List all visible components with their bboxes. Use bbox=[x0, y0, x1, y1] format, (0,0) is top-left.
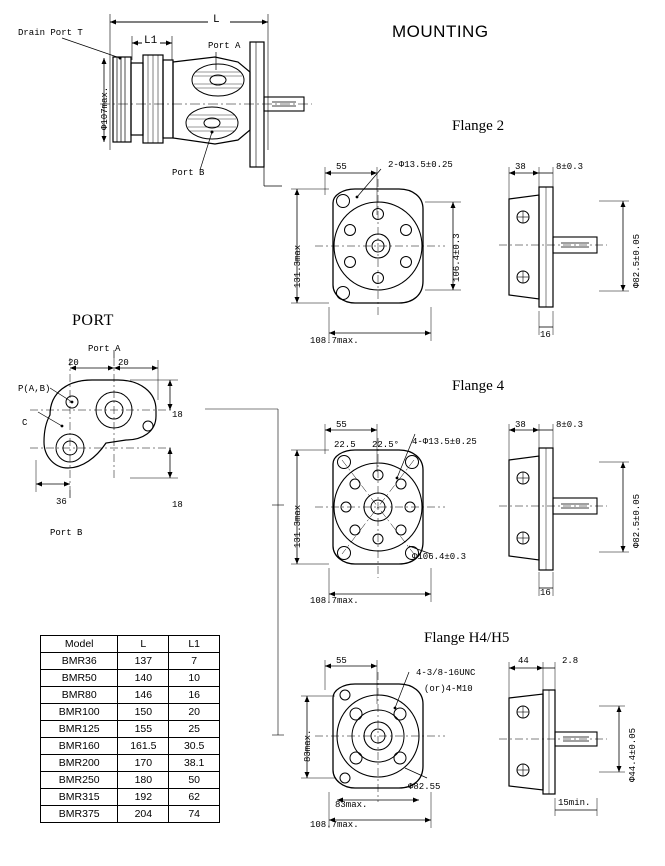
table-row bbox=[41, 772, 220, 789]
cell-l1: 38.1 bbox=[169, 755, 220, 772]
flange4-dim-38: 38 bbox=[515, 420, 526, 430]
flange2-dim-16: 16 bbox=[540, 330, 551, 340]
flange4-angle-left: 22.5 bbox=[334, 440, 356, 450]
flange2-dim-left: 131.3max bbox=[293, 244, 303, 288]
flangeH-thread-note: 4-3/8-16UNC bbox=[416, 668, 476, 678]
port-a-label: Port A bbox=[88, 344, 121, 354]
cell-l1: 74 bbox=[169, 806, 220, 823]
table-row bbox=[41, 670, 220, 687]
model-dimension-table bbox=[40, 635, 220, 823]
cell-l: 180 bbox=[118, 772, 169, 789]
cell-l1: 10 bbox=[169, 670, 220, 687]
cell-model: BMR100 bbox=[41, 704, 118, 721]
cell-l: 150 bbox=[118, 704, 169, 721]
flange4-title: Flange 4 bbox=[452, 378, 505, 394]
port-b-label: Port B bbox=[50, 528, 83, 538]
port-a-label-top: Port A bbox=[208, 41, 241, 51]
table-row bbox=[41, 789, 220, 806]
flangeH-dim-tol: 2.8 bbox=[562, 656, 579, 666]
flange2-title: Flange 2 bbox=[452, 118, 505, 134]
flange2-dim-right: 106.4±0.3 bbox=[452, 233, 462, 282]
table-row bbox=[41, 721, 220, 738]
port-b-label-top: Port B bbox=[172, 168, 205, 178]
flange4-dim-bottom: 108.7max. bbox=[310, 596, 359, 606]
p-ab-label: P(A,B) bbox=[18, 384, 51, 394]
cell-l1: 62 bbox=[169, 789, 220, 806]
cell-model: BMR200 bbox=[41, 755, 118, 772]
dim-L1-label: L1 bbox=[144, 35, 158, 47]
port-dim-18-top: 18 bbox=[172, 410, 183, 420]
flangeH-title: Flange H4/H5 bbox=[424, 630, 510, 646]
cell-model: BMR375 bbox=[41, 806, 118, 823]
flangeH-dim-44: 44 bbox=[518, 656, 529, 666]
c-label: C bbox=[22, 418, 28, 428]
flange4-side-view bbox=[495, 412, 655, 617]
flangeH-thread-alt: (or)4-M10 bbox=[424, 684, 473, 694]
flange4-bolt-circle: Φ106.4±0.3 bbox=[412, 552, 467, 562]
port-view-title: PORT bbox=[72, 312, 114, 329]
flange4-dim-tol: 8±0.3 bbox=[556, 420, 584, 430]
flange2-front-view bbox=[285, 155, 495, 355]
cell-l: 155 bbox=[118, 721, 169, 738]
table-row bbox=[41, 653, 220, 670]
flange2-shaft-dia: Φ82.5±0.05 bbox=[632, 233, 642, 288]
cell-model: BMR315 bbox=[41, 789, 118, 806]
dim-L-label: L bbox=[213, 14, 220, 26]
flangeH-dim-55: 55 bbox=[336, 656, 347, 666]
col-header-model: Model bbox=[41, 636, 118, 653]
cell-l1: 25 bbox=[169, 721, 220, 738]
cell-l: 137 bbox=[118, 653, 169, 670]
table-header-row bbox=[41, 636, 220, 653]
flange4-dim-16: 16 bbox=[540, 588, 551, 598]
flangeH-front-view bbox=[285, 650, 495, 840]
cell-model: BMR125 bbox=[41, 721, 118, 738]
cell-l: 192 bbox=[118, 789, 169, 806]
page-title: MOUNTING bbox=[392, 22, 489, 41]
flange2-side-view bbox=[495, 155, 655, 355]
flange2-dim-bottom: 108.7max. bbox=[310, 336, 359, 346]
flange2-dim-tol: 8±0.3 bbox=[556, 162, 584, 172]
table-row bbox=[41, 687, 220, 704]
flange4-angle-right: 22.5° bbox=[372, 440, 400, 450]
flangeH-dim-bottom: 108.7max. bbox=[310, 820, 359, 830]
cell-l1: 7 bbox=[169, 653, 220, 670]
cell-l1: 30.5 bbox=[169, 738, 220, 755]
flange2-hole-note: 2-Φ13.5±0.25 bbox=[388, 160, 453, 170]
col-header-l1: L1 bbox=[169, 636, 220, 653]
port-dim-20-left: 20 bbox=[68, 358, 79, 368]
flange4-hole-note: 4-Φ13.5±0.25 bbox=[412, 437, 477, 447]
flangeH-dim-left: 83max. bbox=[303, 729, 313, 762]
table-row bbox=[41, 755, 220, 772]
table-row bbox=[41, 738, 220, 755]
cell-model: BMR50 bbox=[41, 670, 118, 687]
port-dim-18-bottom: 18 bbox=[172, 500, 183, 510]
table-row bbox=[41, 806, 220, 823]
port-view-drawing bbox=[10, 340, 230, 540]
flange2-dim-38: 38 bbox=[515, 162, 526, 172]
cell-l1: 16 bbox=[169, 687, 220, 704]
cell-model: BMR160 bbox=[41, 738, 118, 755]
flangeH-bolt-circle: Φ82.55 bbox=[408, 782, 441, 792]
flangeH-shaft-dia: Φ44.4±0.05 bbox=[628, 727, 638, 782]
cell-l: 146 bbox=[118, 687, 169, 704]
flange2-dim-55: 55 bbox=[336, 162, 347, 172]
flangeH-inner-dim: 83max. bbox=[335, 800, 368, 810]
cell-model: BMR36 bbox=[41, 653, 118, 670]
port-dim-20-right: 20 bbox=[118, 358, 129, 368]
cell-model: BMR80 bbox=[41, 687, 118, 704]
flange4-shaft-dia: Φ82.5±0.05 bbox=[632, 493, 642, 548]
table-row bbox=[41, 704, 220, 721]
drain-port-label: Drain Port T bbox=[18, 28, 83, 38]
flangeH-min-dim: 15min. bbox=[558, 798, 591, 808]
cell-l: 204 bbox=[118, 806, 169, 823]
cell-l: 140 bbox=[118, 670, 169, 687]
port-dim-36: 36 bbox=[56, 497, 67, 507]
col-header-l: L bbox=[118, 636, 169, 653]
flange4-dim-left: 131.3max bbox=[293, 504, 303, 548]
cell-model: BMR250 bbox=[41, 772, 118, 789]
cell-l1: 50 bbox=[169, 772, 220, 789]
cell-l: 170 bbox=[118, 755, 169, 772]
diameter-label-top: Φ107max. bbox=[100, 86, 110, 130]
flange4-dim-55: 55 bbox=[336, 420, 347, 430]
cell-l: 161.5 bbox=[118, 738, 169, 755]
cell-l1: 20 bbox=[169, 704, 220, 721]
